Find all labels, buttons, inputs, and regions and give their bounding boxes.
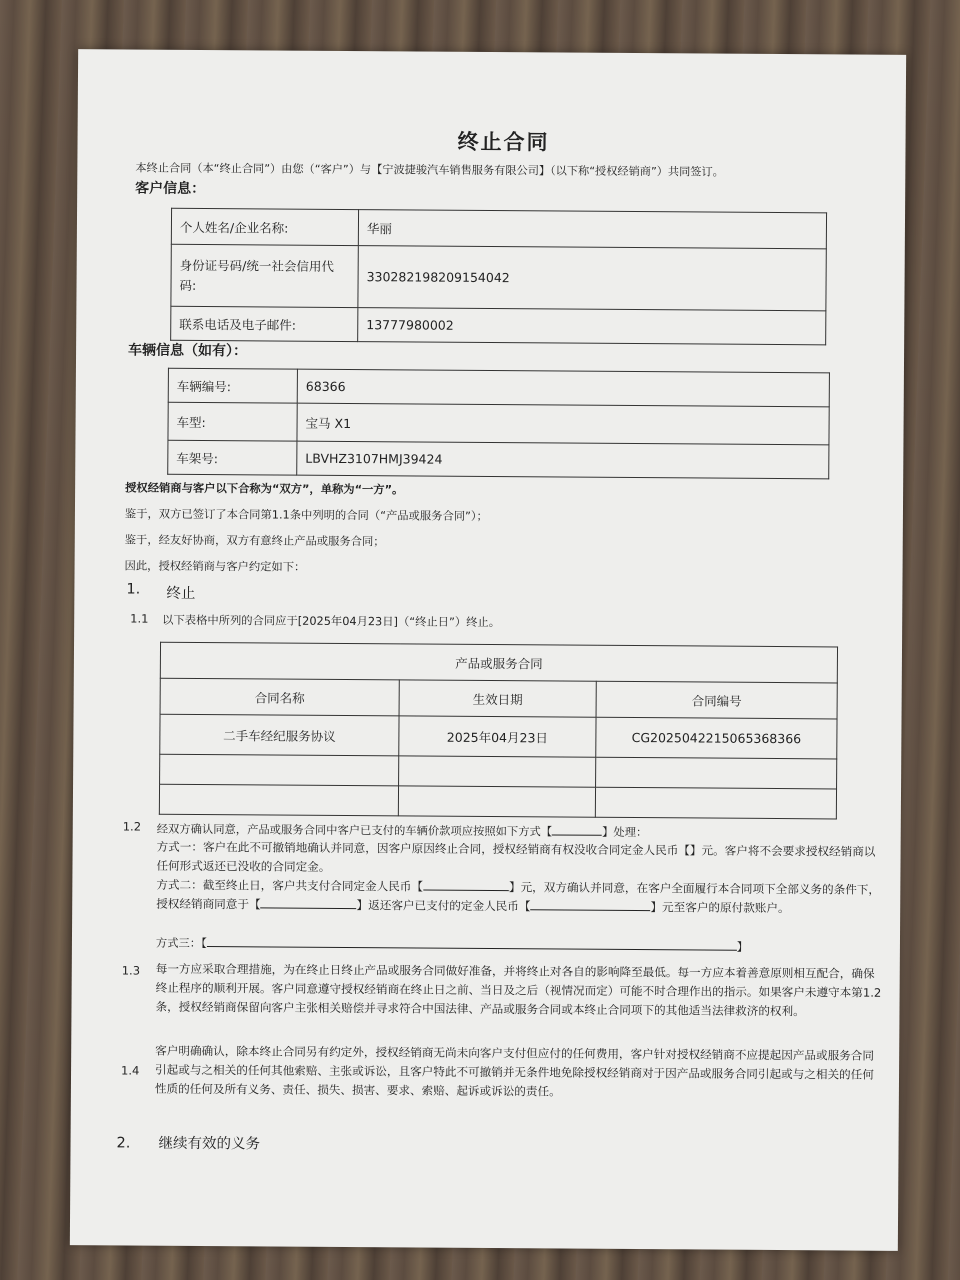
vehicle-label: 车型: (168, 402, 297, 441)
customer-value: 330282198209154042 (358, 246, 826, 311)
customer-info-heading: 客户信息： (135, 180, 206, 198)
contract-table-header-row (160, 678, 837, 719)
vehicle-row (168, 368, 829, 407)
vehicle-row (168, 402, 829, 445)
customer-label: 个人姓名/企业名称: (171, 208, 358, 245)
vehicle-value: LBVHZ3107HMJ39424 (297, 441, 829, 479)
contract-table-caption: 产品或服务合同 (160, 642, 837, 683)
method-2 (156, 876, 884, 919)
vehicle-value: 68366 (297, 369, 829, 407)
method-3-text: 方式三：【 (155, 936, 207, 951)
customer-row (171, 306, 826, 345)
deposit-paid-blank[interactable] (423, 878, 509, 892)
vehicle-info-heading: 车辆信息（如有）： (128, 342, 248, 360)
vehicle-row (168, 440, 829, 479)
table-row (160, 714, 837, 759)
table-cell: 2025年04月23日 (399, 716, 596, 757)
method-2-part-c: 】返还客户已支付的定金人民币【 (356, 898, 531, 914)
vehicle-value: 宝马 X1 (297, 403, 829, 445)
column-header: 合同编号 (596, 681, 837, 719)
method-1-text: 方式一：客户在此不可撤销地确认并同意，因客户原因终止合同，授权经销商有权没收合同定金人民币【】元。客户将不会要求授权经销商以任何形式返还已没收的合同定金。 (156, 839, 876, 874)
customer-row (171, 244, 826, 311)
method-2-part-b: 】元，双方确认并同意，在客户全面履行本合同项下全部义务的条件下，授权经销商同意于【 (156, 880, 881, 912)
clause-1-2-lead (157, 820, 648, 840)
method-2-part-d: 】元至客户的原付款账户。 (650, 900, 790, 916)
clause-1-2-text-end: 】处理： (602, 825, 648, 840)
column-header: 生效日期 (399, 680, 596, 717)
customer-label: 身份证号码/统一社会信用代码: (171, 244, 358, 307)
contract-table (159, 642, 838, 820)
document-title: 终止合同 (457, 129, 550, 155)
vehicle-info-table (167, 368, 830, 480)
clause-1-1-text: 以下表格中所列的合同应于[2025年04月23日]（“终止日”）终止。 (162, 613, 501, 630)
refund-date-blank[interactable] (261, 895, 357, 909)
clause-1-3-text: 每一方应采取合理措施，为在终止日终止产品或服务合同做好准备，并将终止对各自的影响降至最低。每一方应本着善意原则相互配合，确保终止程序的顺利开展。客户同意遵守授权经销商在终止日之前、当日及之后（视情况而定）可能不时合理作出的指示。如果客户未遵守本第1.2条，授权经销商保留向客户主张相关赔偿并寻求符合中国法律、产品或服务合同或本终止合同项下的其他适当法律救济的权利。 (155, 961, 882, 1019)
parties-definition: 授权经销商与客户以下合称为“双方”，单称为“一方”。 (125, 481, 404, 497)
intro-paragraph: 本终止合同（本“终止合同”）由您（“客户”）与【宁波捷骏汽车销售服务有限公司】（以下称“授权经销商”）共同签订。 (135, 161, 724, 179)
table-cell (596, 757, 837, 789)
section-2-number: 2. (116, 1135, 131, 1152)
contract-table-caption-row (160, 642, 837, 683)
whereas-clause-1: 鉴于，双方已签订了本合同第1.1条中列明的合同（“产品或服务合同”）； (124, 507, 488, 523)
customer-info-table (170, 208, 827, 346)
method-blank[interactable] (552, 822, 602, 835)
clause-1-1-number: 1.1 (130, 611, 149, 626)
table-cell: 二手车经纪服务协议 (160, 714, 399, 756)
method-3 (156, 934, 748, 955)
column-header: 合同名称 (160, 678, 399, 716)
clause-1-2-number: 1.2 (122, 819, 142, 834)
customer-label: 联系电话及电子邮件: (171, 306, 358, 341)
table-cell: CG2025042215065368366 (596, 717, 837, 759)
clause-1-3-number: 1.3 (121, 963, 141, 978)
therefore-clause: 因此，授权经销商与客户约定如下： (124, 559, 306, 574)
refund-amount-blank[interactable] (530, 897, 650, 911)
section-1-number: 1. (126, 581, 141, 598)
method-3-blank[interactable] (207, 934, 737, 951)
section-2-heading: 继续有效的义务 (158, 1135, 261, 1153)
clause-1-4-number: 1.4 (121, 1063, 140, 1078)
clause-1-2-text: 经双方确认同意，产品或服务合同中客户已支付的车辆价款项应按照如下方式【 (156, 822, 553, 839)
whereas-clause-2: 鉴于，经友好协商，双方有意终止产品或服务合同； (124, 533, 385, 549)
table-cell (399, 756, 596, 787)
clause-1-4-text: 客户明确确认，除本终止合同另有约定外，授权经销商无尚未向客户支付但应付的任何费用，客户针对授权经销商不应提起因产品或服务合同引起或与之相关的任何其他索赔、主张或诉讼，且客户特此不可撤销并无条件地免除授权经销商对于因产品或服务合同引起或与之相关的任何性质的任何及所有义务、责任、损失、损害、要求、索赔、起诉或诉讼的责任。 (154, 1043, 875, 1099)
customer-value: 华丽 (358, 210, 826, 249)
table-cell (160, 754, 399, 786)
table-cell (159, 784, 398, 816)
vehicle-label: 车辆编号: (168, 368, 297, 403)
vehicle-label: 车架号: (168, 440, 297, 475)
table-row (160, 754, 837, 789)
customer-value: 13777980002 (358, 308, 826, 345)
method-3-text-end: 】 (736, 940, 749, 954)
document-page (70, 49, 906, 1251)
method-2-part-a: 方式二：截至终止日，客户共支付合同定金人民币【 (156, 877, 424, 894)
table-row (159, 784, 836, 819)
section-1-heading: 终止 (166, 585, 196, 602)
customer-row (171, 208, 826, 249)
table-cell (398, 786, 595, 817)
table-cell (595, 787, 836, 819)
